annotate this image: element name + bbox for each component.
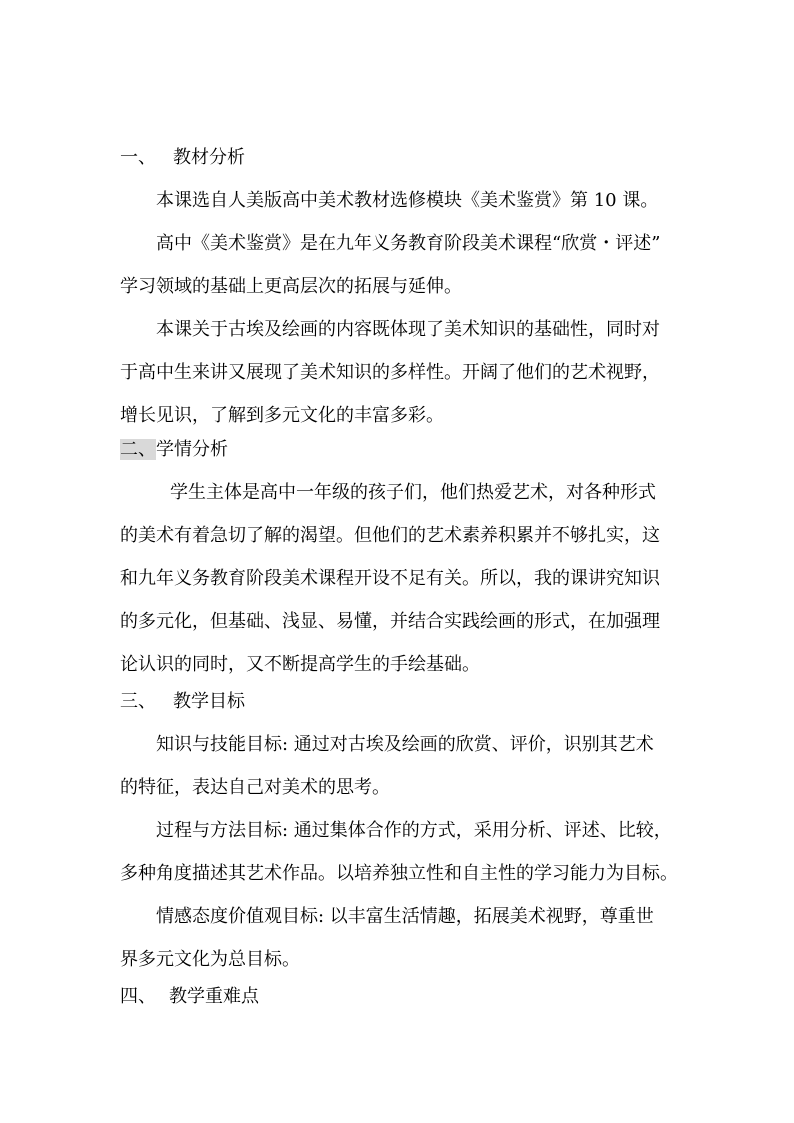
- section-number: 四、: [120, 986, 156, 1007]
- paragraph-line: 本课关于古埃及绘画的内容既体现了美术知识的基础性，同时对: [156, 319, 660, 340]
- section-title: 教材分析: [173, 147, 245, 168]
- paragraph-line: 过程与方法目标: 通过集体合作的方式，采用分析、评述、比较，: [156, 820, 672, 841]
- paragraph-line: 多种角度描述其艺术作品。以培养独立性和自主性的学习能力为目标。: [120, 863, 678, 884]
- section-heading-4: [120, 985, 259, 1009]
- section-number: 三、: [120, 691, 156, 712]
- paragraph-line: 高中《美术鉴赏》是在九年义务教育阶段美术课程“欣赏・评述”: [156, 233, 661, 254]
- paragraph-line: 学生主体是高中一年级的孩子们，他们热爱艺术，对各种形式: [170, 482, 656, 503]
- paragraph-line: 和九年义务教育阶段美术课程开设不足有关。所以，我的课讲究知识: [120, 568, 660, 589]
- paragraph-line: 论认识的同时，又不断提高学生的手绘基础。: [120, 654, 480, 675]
- paragraph-line: 本课选自人美版高中美术教材选修模块《美术鉴赏》第 10 课。: [156, 190, 659, 211]
- paragraph-line: 增长见识，了解到多元文化的丰富多彩。: [120, 405, 444, 426]
- section-number: 一、: [120, 147, 156, 168]
- section-title: 教学目标: [173, 691, 245, 712]
- paragraph-line: 的特征，表达自己对美术的思考。: [120, 777, 390, 798]
- paragraph-line: 界多元文化为总目标。: [120, 949, 300, 970]
- section-title: 教学重难点: [169, 986, 259, 1007]
- paragraph-line: 学习领域的基础上更高层次的拓展与延伸。: [120, 276, 462, 297]
- paragraph-line: 于高中生来讲又展现了美术知识的多样性。开阔了他们的艺术视野，: [120, 362, 660, 383]
- paragraph-line: 知识与技能目标: 通过对古埃及绘画的欣赏、评价，识别其艺术: [156, 734, 654, 755]
- section-heading-2: [120, 438, 228, 462]
- section-title: 学情分析: [156, 439, 228, 460]
- section-heading-3: [120, 690, 245, 714]
- paragraph-line: 的多元化，但基础、浅显、易懂，并结合实践绘画的形式，在加强理: [120, 611, 660, 632]
- section-heading-1: [120, 146, 245, 170]
- paragraph-line: 的美术有着急切了解的渴望。但他们的艺术素养积累并不够扎实，这: [120, 525, 660, 546]
- paragraph-line: 情感态度价值观目标: 以丰富生活情趣，拓展美术视野，尊重世: [156, 906, 654, 927]
- section-number: 二、: [120, 439, 156, 460]
